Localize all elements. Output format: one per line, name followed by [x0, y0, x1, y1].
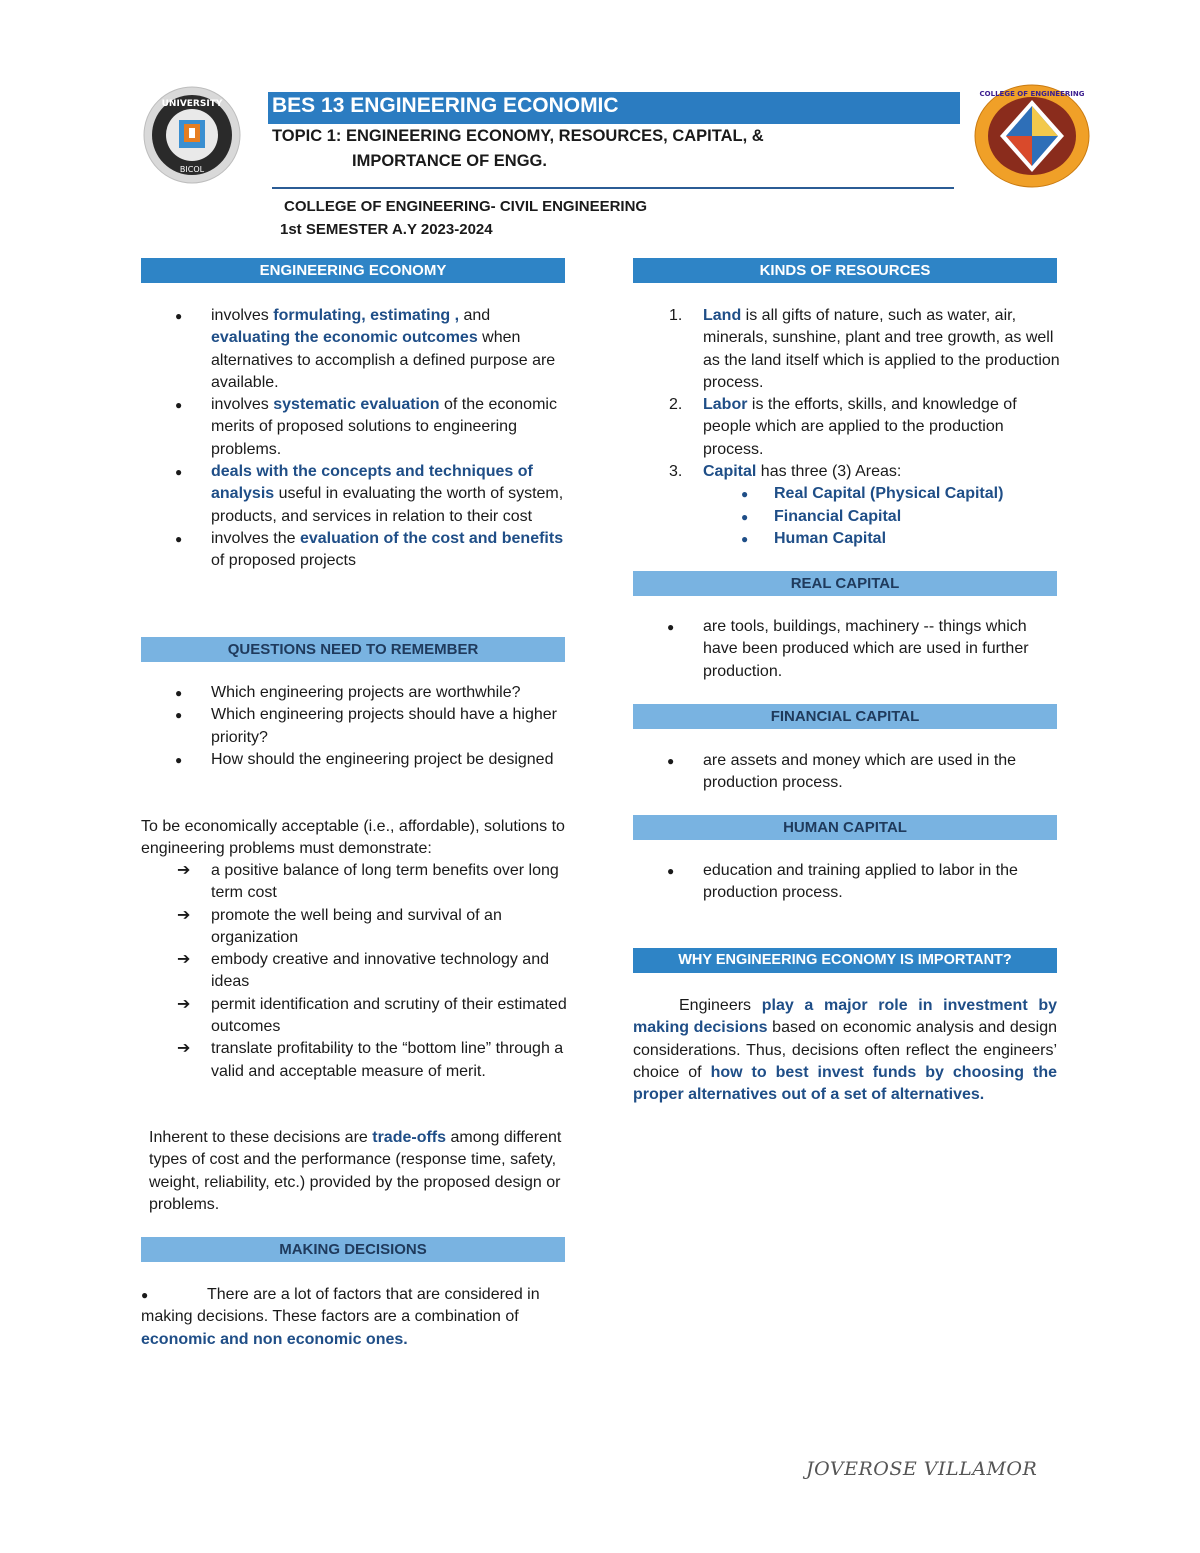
semester: 1st SEMESTER A.Y 2023-2024 — [280, 221, 493, 238]
list-item: ● How should the engineering project be designed — [141, 749, 571, 771]
list-item: 2. Labor is the efforts, skills, and knowledge of people which are applied to the production process. — [669, 396, 1017, 458]
list-item: ● Which engineering projects should have a higher priority? — [175, 706, 557, 746]
arrow-right-icon: ➔ — [177, 995, 191, 1013]
svg-text:BICOL: BICOL — [179, 165, 205, 174]
human-capital-heading: HUMAN CAPITAL — [633, 815, 1057, 840]
financial-capital-heading: FINANCIAL CAPITAL — [633, 704, 1057, 729]
engineering-economy-heading: ENGINEERING ECONOMY — [141, 258, 565, 283]
university-seal-logo — [143, 86, 241, 184]
svg-text:COLLEGE OF ENGINEERING: COLLEGE OF ENGINEERING — [979, 90, 1085, 98]
list-item: ● deals with the concepts and techniques of analysis useful in evaluating the worth of system, products, and services in relation to their cost — [175, 463, 564, 525]
human-capital-list — [633, 860, 1061, 905]
engineering-economy-list — [141, 305, 571, 573]
questions-list — [141, 682, 571, 771]
list-item: 3. Capital has three (3) Areas: — [669, 463, 902, 481]
list-item: ➔ permit identification and scrutiny of their estimated outcomes — [177, 995, 567, 1036]
list-item: ● Financial Capital — [633, 506, 1061, 528]
bullet-icon: ● — [667, 864, 675, 878]
list-item: ● involves formulating, estimating , and evaluating the economic outcomes when alternatives to accomplish a defined purpose are available. — [175, 307, 556, 391]
bullet-icon: ● — [175, 398, 183, 413]
topic-line-1: TOPIC 1: ENGINEERING ECONOMY, RESOURCES, CAPITAL, & — [272, 127, 764, 145]
bullet-icon: ● — [175, 465, 183, 480]
making-decisions-heading: MAKING DECISIONS — [141, 1237, 565, 1262]
arrow-right-icon: ➔ — [177, 951, 191, 969]
list-item: ● Which engineering projects are worthwhile? — [141, 682, 571, 704]
making-decisions-paragraph: ● There are a lot of factors that are considered in making decisions. These factors are a combination of economic and non economic ones. — [141, 1286, 540, 1348]
college-info — [280, 195, 647, 241]
tradeoff-paragraph: Inherent to these decisions are trade-offs among different types of cost and the performance (response time, safety, weight, reliability, etc.) provided by the proposed design or problems. — [149, 1129, 562, 1213]
arrow-right-icon: ➔ — [177, 862, 191, 879]
list-item: ● Human Capital — [633, 528, 1061, 550]
topic-line-2: IMPORTANCE OF ENGG. — [352, 152, 547, 170]
list-item: ➔ embody creative and innovative technology and ideas — [177, 951, 549, 991]
list-item: ● are tools, buildings, machinery -- things which have been produced which are used in further production. — [667, 618, 1029, 680]
bullet-icon: ● — [741, 487, 749, 502]
why-important-paragraph: Engineers play a major role in investment by making decisions based on economic analysis and design considerations. Thus, decisions often reflect the engineers’ choice of how to best invest funds by choosing the proper alternatives out of a set of alternatives. — [633, 997, 1058, 1104]
list-item: ● involves systematic evaluation of the economic merits of proposed solutions to engineering problems. — [175, 396, 557, 458]
college-engineering-seal-logo — [974, 84, 1090, 188]
bullet-icon: ● — [175, 531, 183, 546]
list-item: ● education and training applied to labor in the production process. — [667, 862, 1018, 902]
real-capital-heading: REAL CAPITAL — [633, 571, 1057, 596]
list-item: ● are assets and money which are used in the production process. — [667, 752, 1017, 792]
list-item: 1. Land is all gifts of nature, such as water, air, minerals, sunshine, plant and tree growth, as well as the land itself which is applied to the production process. — [669, 307, 1060, 391]
topic-title — [272, 124, 764, 174]
bullet-icon: ● — [141, 1288, 149, 1302]
course-title-bar — [268, 92, 960, 124]
financial-capital-list — [633, 750, 1061, 795]
list-item: ➔ translate profitability to the “bottom line” through a valid and acceptable measure of merit. — [177, 1040, 564, 1080]
list-item: ➔ promote the well being and survival of an organization — [177, 906, 502, 946]
acceptability-list — [141, 860, 571, 1083]
list-item: ➔ a positive balance of long term benefits over long term cost — [177, 862, 559, 902]
list-item: ● Real Capital (Physical Capital) — [633, 483, 1061, 505]
acceptability-intro: To be economically acceptable (i.e., affordable), solutions to engineering problems must demonstrate: — [141, 818, 565, 858]
bullet-icon: ● — [175, 686, 183, 700]
list-item: ● involves the evaluation of the cost and benefits of proposed projects — [175, 529, 564, 570]
why-important-heading: WHY ENGINEERING ECONOMY IS IMPORTANT? — [633, 948, 1057, 973]
arrow-right-icon: ➔ — [177, 1040, 191, 1058]
bullet-icon: ● — [175, 752, 183, 767]
author-signature: JOVEROSE VILLAMOR — [806, 1458, 1038, 1480]
bullet-icon: ● — [667, 754, 675, 768]
bullet-icon: ● — [175, 708, 183, 723]
bullet-icon: ● — [741, 509, 749, 524]
header-divider — [272, 187, 954, 189]
bullet-icon: ● — [667, 620, 675, 634]
college-name: COLLEGE OF ENGINEERING- CIVIL ENGINEERING — [284, 198, 648, 215]
course-title: BES 13 ENGINEERING ECONOMIC — [272, 94, 619, 117]
svg-text:UNIVERSITY: UNIVERSITY — [161, 99, 223, 109]
arrow-right-icon: ➔ — [177, 906, 191, 924]
real-capital-list — [633, 616, 1061, 683]
questions-heading: QUESTIONS NEED TO REMEMBER — [141, 637, 565, 662]
bullet-icon: ● — [175, 309, 183, 323]
kinds-of-resources-heading: KINDS OF RESOURCES — [633, 258, 1057, 283]
resources-list — [633, 305, 1061, 550]
bullet-icon: ● — [741, 531, 749, 546]
